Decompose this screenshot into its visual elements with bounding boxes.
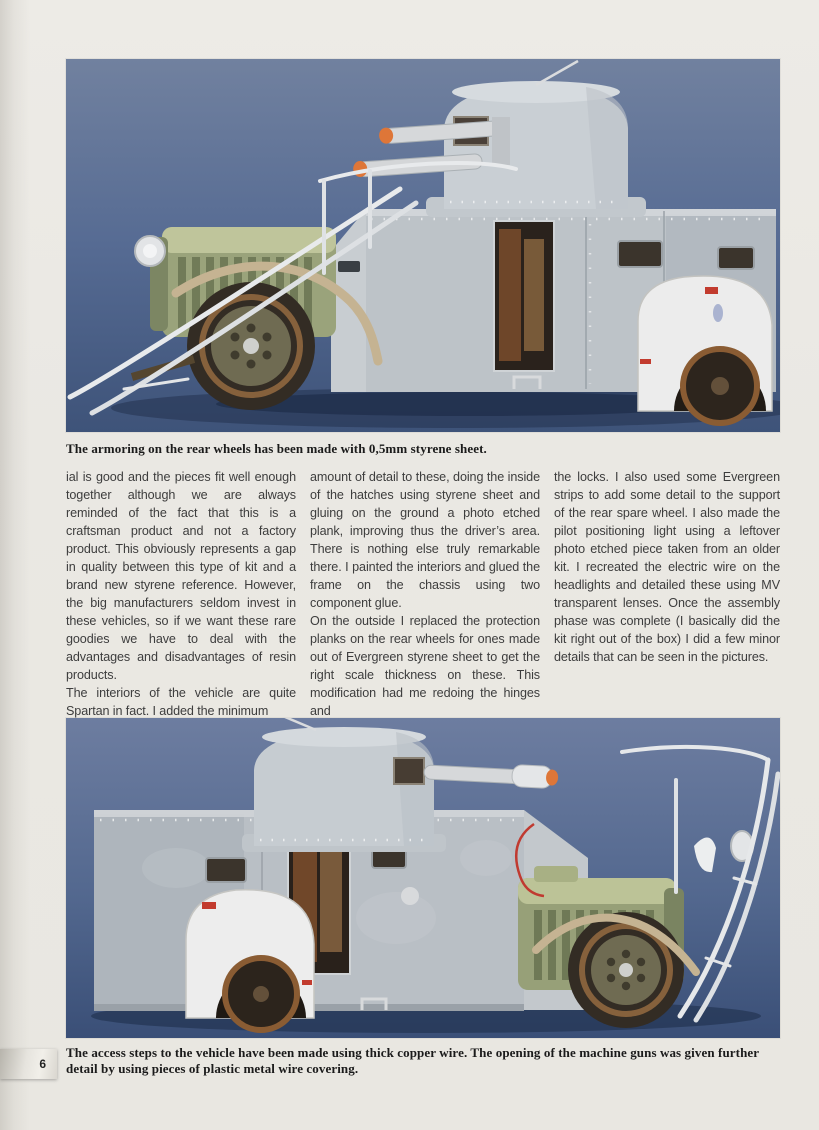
open-door <box>494 221 554 371</box>
turret <box>242 718 446 852</box>
paragraph: ial is good and the pieces fit well enough together although we are always reminded of the fact that this is a craftsman product and not a factory product. This obviously represents a gap in quality between this type of kit and a brand new styrene reference. However, the big manufacturers seldom invest in these vehicles, so if we want these rare goodies we have to deal with the advantages and disadvantages of resin products. <box>66 470 296 682</box>
paragraph: amount of detail to these, doing the inside of the hatches using styrene sheet and gluing on the ground a photo etched plank, improving thus the driver’s area. There is nothing else truly remarkable there. I painted the interiors and glued the frame on the chassis using two component glue. <box>310 470 540 610</box>
article-column-1 <box>66 468 296 718</box>
armored-car-side-left-illustration <box>66 59 780 432</box>
article-columns <box>66 468 780 718</box>
article-column-2 <box>310 468 540 718</box>
armored-car-side-right-illustration <box>66 718 780 1038</box>
paragraph: The interiors of the vehicle are quite Spartan in fact. I added the minimum <box>66 686 296 718</box>
headlight-lens <box>143 244 157 258</box>
paragraph: the locks. I also used some Evergreen strips to add some detail to the support of the rear spare wheel. I also made the pilot positioning light using a leftover photo etched piece taken from an older kit. I recreated the electric wire on the headlights and detailed these using MV transparent lenses. Once the assembly phase was complete (I basically did the kit right out of the box) I did a few minor details that can be seen in the pictures. <box>554 470 780 664</box>
figure-top-photo <box>66 59 780 432</box>
red-marker <box>202 902 216 909</box>
page-number-tab <box>0 1049 57 1079</box>
figure-top-caption: The armoring on the rear wheels has been made with 0,5mm styrene sheet. <box>66 441 487 456</box>
paragraph: On the outside I replaced the protection planks on the rear wheels for ones made out of Evergreen styrene sheet to get the right scale thickness on these. This modification had me redoing the hinges and <box>310 614 540 718</box>
article-column-3 <box>554 468 780 704</box>
rear-wheel-armor <box>186 890 314 1030</box>
figure-bottom-photo <box>66 718 780 1038</box>
front-wheel <box>568 912 684 1028</box>
rear-wheel-armor <box>638 276 772 423</box>
figure-bottom-caption: The access steps to the vehicle have been made using thick copper wire. The opening of the machine guns was given further detail by using pieces of plastic metal wire covering. <box>66 1045 759 1076</box>
door-knob <box>401 887 419 905</box>
page-number: 6 <box>39 1057 46 1071</box>
red-marker <box>705 287 718 294</box>
